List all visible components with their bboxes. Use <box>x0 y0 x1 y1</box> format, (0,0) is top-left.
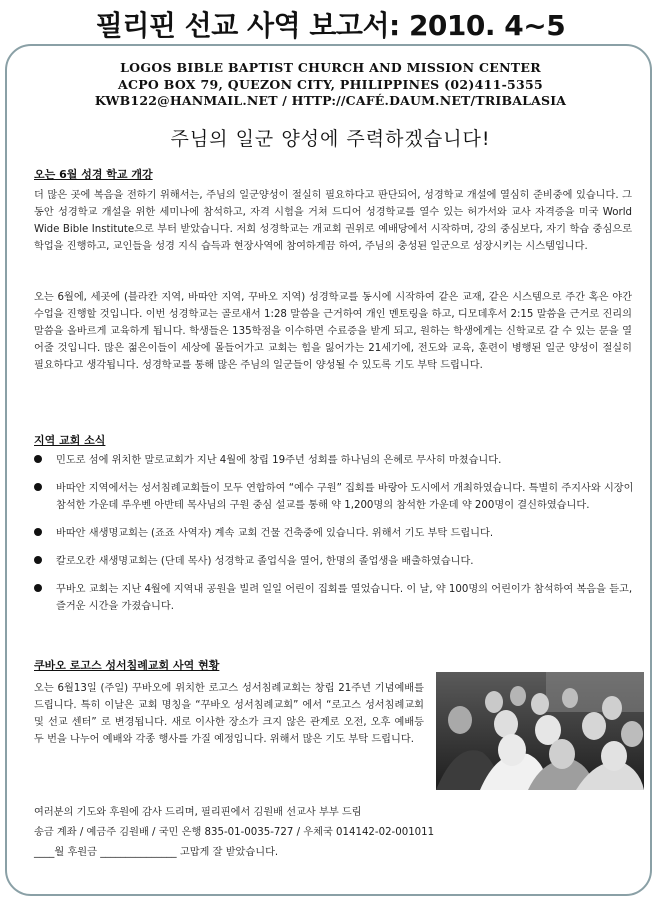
list-item: 꾸바오 교회는 지난 4월에 지역내 공원을 빌려 일일 어린이 집회를 열었습니다. 이 날, 약 100명의 어린이가 참석하여 복음을 듣고, 즐거운 시간을 가졌습니다. <box>34 581 634 615</box>
bullet-icon <box>34 455 42 463</box>
org-name: LOGOS BIBLE BAPTIST CHURCH AND MISSION CENTER <box>120 60 541 75</box>
footer-thanks: 여러분의 기도와 후원에 감사 드리며, 필리핀에서 김원배 선교사 부부 드림 <box>34 807 362 818</box>
org-address: ACPO BOX 79, QUEZON CITY, PHILIPPINES (02)411-5355 <box>117 77 544 92</box>
org-contact[interactable]: KWB122@HANMAIL.NET / HTTP://CAFÉ.DAUM.NET/TRIBALASIA <box>94 93 567 108</box>
cubao-church-paragraph: 오는 6월13일 (주일) 꾸바오에 위치한 로고스 성서침례교회는 창립 21주년 기념예배를 드립니다. 특히 이날은 교회 명칭을 “꾸바오 성서침례교회” 에서 “로고스 성서침례교회 및 선교 센터” 로 변경됩니다. 새로 이사한 장소가 크지 않은 관계로 오전, 오후 예배등 두 번을 나누어 예배와 각종 행사를 가질 예정입니다. 위해서 많은 기도 부탁 드립니다. <box>34 683 424 745</box>
headline: 주님의 일군 양성에 주력하겠습니다! <box>170 128 491 150</box>
bullet-icon <box>34 483 42 491</box>
footer-bank-account: 송금 계좌 / 예금주 김원배 / 국민 은행 835-01-0035-727 / 우체국 014142-02-001011 <box>34 827 435 838</box>
list-item: 바따안 새생명교회는 (죠죠 사역자) 계속 교회 건물 건축중에 있습니다. 위해서 기도 부탁 드립니다. <box>34 525 634 542</box>
footer-receipt: ____월 후원금 _______________ 고맙게 잘 받았습니다. <box>34 847 279 858</box>
bullet-icon <box>34 556 42 564</box>
bullet-icon <box>34 528 42 536</box>
congregation-photo <box>436 672 644 790</box>
list-item: 바따안 지역에서는 성서침례교회들이 모두 연합하여 “예수 구원” 집회를 바랑아 도시에서 개최하였습니다. 특별히 주지사와 시장이 참석한 가운데 루우벤 아반테 목사님의 구원 중심 설교를 통해 약 1,200명의 참석한 가운데 약 200명이 결신하였습니다. <box>34 480 634 514</box>
bullet-icon <box>34 584 42 592</box>
bible-school-paragraph-1: 더 많은 곳에 복음을 전하기 위해서는, 주님의 일군양성이 절실히 필요하다고 판단되어, 성경학교 개설에 열심히 준비중에 있습니다. 그동안 성경학교 개설을 위한 세미나에 참석하고, 자격 시험을 거쳐 드디어 성경학교를 열수 있는 허가서와 교사 자격증을 미국 World Wide Bible Institute으로 부터 받았습니다. 저희 성경학교는 개교회 권위로 예배당에서 시작하며, 강의 중심보다, 자기 학습 중심으로 학업을 진행하고, 교인들을 성경 지식 습득과 현장사역에 참여하게끔 하여, 주님의 충성된 일군으로 성장시키는 시스템입니다. <box>34 190 632 252</box>
section-heading-bible-school: 오는 6월 성경 학교 개강 <box>34 168 153 181</box>
section-heading-local-church-news: 지역 교회 소식 <box>34 434 106 447</box>
bible-school-paragraph-2: 오는 6월에, 세곳에 (블라칸 지역, 바따안 지역, 꾸바오 지역) 성경학교를 동시에 시작하여 같은 교재, 같은 시스템으로 주간 혹은 야간 수업을 진행할 것입니다. 이번 성경학교는 골로새서 1:28 말씀을 근거하여 개인 멘토링을 하고, 디모데후서 2:15 말씀을 근거로 진리의 말씀을 올바르게 교육하게 됩니다. 학생들은 135학점을 이수하면 수료증을 받게 되고, 원하는 학생에게는 신학교로 갈 수 있는 문을 열어줄 것입니다. 많은 젊은이들이 세상에 몰들어가고 교회는 힘을 잃어가는 21세기에, 전도와 교육, 훈련이 병행된 일군 양성이 절실히 필요하다고 생각됩니다. 성경학교를 통해 많은 주님의 일군들이 양성될 수 있도록 기도 부탁 드립니다. <box>34 292 632 371</box>
list-item: 칼로오칸 새생명교회는 (단데 목사) 성경학교 졸업식을 열어, 한명의 졸업생을 배출하였습니다. <box>34 553 634 570</box>
list-item: 민도로 섬에 위치한 말로교회가 지난 4월에 창립 19주년 성회를 하나님의 은혜로 무사히 마쳤습니다. <box>34 452 634 469</box>
church-news-list <box>34 452 634 615</box>
section-heading-cubao-church: 쿠바오 로고스 성서침례교회 사역 현황 <box>34 659 220 672</box>
page-title: 필리핀 선교 사역 보고서: 2010. 4~5 <box>95 9 566 42</box>
